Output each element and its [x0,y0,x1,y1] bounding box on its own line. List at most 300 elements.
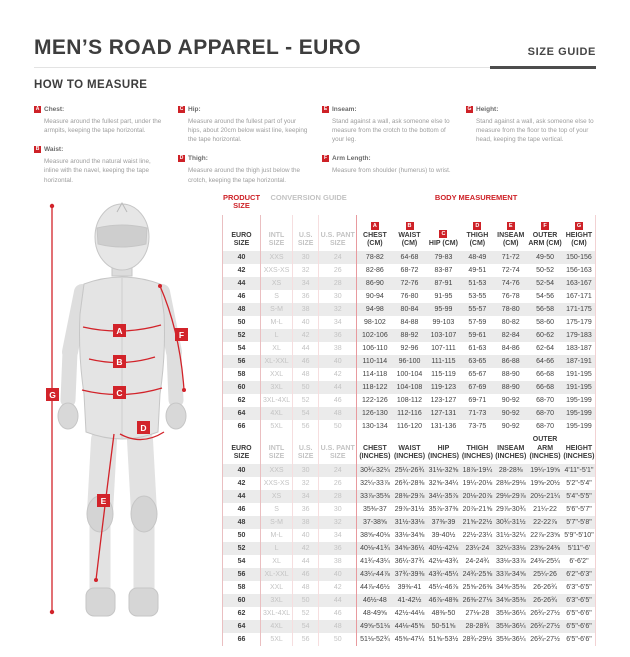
height-cell: 163-167 [563,277,596,290]
us-size-cell: 44 [293,342,319,355]
us-pant-size-cell: 42 [319,581,357,594]
table-row [223,620,596,633]
measure-letter-badge: D [473,222,481,230]
chest-cell: 86-90 [357,277,393,290]
right-forearm [174,352,176,400]
euro-size-column-header [223,433,261,464]
hip-cell: 127-131 [426,407,460,420]
inseam-cell: 28⅜-29⅛ [495,479,526,487]
chest-cell: 110-114 [357,355,393,368]
hip-cell: 79-83 [426,251,460,264]
thigh-cell: 24¾-25⅝ [460,568,494,581]
intl-size-column-header [261,433,293,464]
measure-description: Measure around the natural waist line, inline with the navel, keeping the tape horizontal. [44,158,151,184]
us-pant-size-cell: 36 [319,329,357,342]
product-size-group-header: PRODUCT SIZE [222,192,261,211]
table-row [223,542,596,555]
inseam-cell: 76-78 [501,292,520,300]
height-cell: 150-156 [563,251,596,264]
measure-letter-badge: F [541,222,549,230]
thigh-cell: 28-28¾ [460,620,494,633]
inseam-cell: 88-90 [494,381,527,394]
chest-cell: 118-122 [357,381,393,394]
waist-cell: 42½-44⅛ [394,609,425,617]
waist-cell: 72-76 [393,277,427,290]
inseam-cell: 82-84 [494,329,527,342]
height-cell: 195-199 [563,407,596,420]
inseam-cell: 29⅞-30¾ [495,505,526,513]
waist-cell: 68-72 [400,266,419,274]
waist-cell: 84-88 [400,318,419,326]
hip-cell: 46⅞-48⅜ [426,594,460,607]
rider-figure-illustration [34,192,204,652]
chest-cell: 41¾-43¼ [360,557,390,565]
chest-cell: 37-38⅝ [357,516,393,529]
inseam-column-header [494,433,527,464]
us-pant-size-cell: 40 [319,568,357,581]
hip-cell: 83-87 [434,266,453,274]
euro-size-cell: 62 [223,607,261,620]
measure-instruction [34,138,164,184]
measure-description: Stand against a wall, ask someone else to measure from the crotch to the bottom of your leg. [332,118,450,144]
measurement-figure [34,192,210,657]
table-row [223,594,596,607]
euro-size-cell: 52 [223,542,261,555]
arm-end-dot [182,388,186,392]
arm-start-dot [158,284,162,288]
size-guide-label: SIZE GUIDE [527,46,596,58]
column-header-label: OUTER ARM (CM) [528,231,562,247]
us-pant-size-cell: 44 [319,381,357,394]
table-row [223,477,596,490]
us-pant-size-cell: 30 [319,503,357,516]
height-cell: 6'5"-6'6" [563,633,596,646]
column-header-label: HIP (CM) [428,239,458,247]
height-column-header [563,215,596,251]
us-size-cell: 52 [293,394,319,407]
thigh-cell: 59-61 [460,329,494,342]
us-pant-size-column-header [319,433,357,464]
euro-size-cell: 64 [223,620,261,633]
hip-cell: 32⅝-34¼ [428,479,459,487]
waist-cell: 33⅛-34⅝ [394,531,425,539]
chest-cell: 44⅞-46½ [360,583,390,591]
us-size-cell: 44 [293,555,319,568]
us-size-cell: 30 [293,464,319,477]
hip-column-header [426,215,460,251]
thigh-column-header [460,215,494,251]
us-pant-size-cell: 34 [319,316,357,329]
chest-cell: 33⅞-35⅜ [357,490,393,503]
outer-arm-cell: 50-52 [536,266,554,274]
outer-arm-cell: 26-26¾ [527,594,563,607]
chest-cell: 98-102 [363,318,386,326]
us-pant-size-cell: 38 [319,342,357,355]
euro-size-cell: 66 [223,420,261,433]
chest-cell: 35⅜-37 [363,505,387,513]
outer-arm-cell: 62-64 [536,344,554,352]
thigh-cell: 65-67 [468,370,487,378]
column-header-label: INTL SIZE [268,231,285,247]
us-size-cell: 32 [293,264,319,277]
thigh-cell: 48-49 [460,251,494,264]
thigh-cell: 63-65 [460,355,494,368]
hip-cell: 50-51⅝ [426,620,460,633]
measure-letter-badge: B [35,146,40,153]
inseam-cell: 31½-32¼ [495,531,526,539]
inseam-cell: 35⅜-36¼ [494,620,527,633]
chest-cell: 48-49⅝ [363,609,387,617]
hip-cell: 40½-42⅛ [426,542,460,555]
intl-size-cell: XXS-XS [261,477,293,490]
table-row [223,264,596,277]
intl-size-cell: 3XL-4XL [261,394,293,407]
inseam-cell: 35⅜-36¼ [495,609,526,617]
thigh-cell: 67-69 [460,381,494,394]
badge-e-letter: E [100,495,107,506]
chest-cell: 38⅝-40⅛ [360,531,390,539]
outer-arm-column-header [527,215,563,251]
measure-instruction [466,98,596,144]
height-cell: 191-195 [563,381,596,394]
us-size-cell: 54 [293,407,319,420]
waist-cell: 37¾-39⅜ [393,568,427,581]
intl-size-cell: XXS-XS [261,264,293,277]
outer-arm-cell: 54-56 [536,292,554,300]
waist-cell: 116-120 [396,422,423,430]
height-cell: 179-183 [563,329,596,342]
euro-size-cell: 44 [223,490,261,503]
us-pant-size-cell: 48 [319,620,357,633]
badge-c-letter: C [116,387,123,398]
column-header-label: U.S. PANT SIZE [320,444,355,460]
intl-size-cell: L [261,542,293,555]
thigh-cell: 53-55 [468,292,487,300]
us-pant-size-cell: 26 [319,264,357,277]
chest-column-header [357,433,393,464]
intl-size-column-header [261,215,293,251]
table-row [223,394,596,407]
inseam-column-header [494,215,527,251]
chest-cell: 94-98 [357,303,393,316]
column-header-label: INSEAM (INCHES) [495,444,527,460]
table-row [223,329,596,342]
measure-name: Arm Length: [332,155,371,163]
table-row [223,290,596,303]
table-row [223,251,596,264]
us-pant-size-cell: 24 [319,464,357,477]
euro-size-cell: 54 [223,342,261,355]
measure-instruction [178,98,308,144]
euro-size-cell: 60 [223,594,261,607]
hip-cell: 34¼-35⅞ [426,490,460,503]
intl-size-cell: L [261,329,293,342]
page-header [34,36,596,60]
euro-size-cell: 50 [223,529,261,542]
how-to-column [322,98,452,188]
waist-cell: 112-116 [393,407,427,420]
height-column-header [563,433,596,464]
outer-arm-cell: 19¼-19⅝ [527,464,563,477]
inseam-cell: 80-82 [501,318,520,326]
table-row [223,355,596,368]
measure-description: Stand against a wall, ask someone else to measure from the floor to the top of your head, keeping the tape vertical. [476,118,594,144]
height-cell: 6'3"-6'5" [563,581,596,594]
measure-letter-badge: G [467,106,472,112]
thigh-cell: 51-53 [460,277,494,290]
waist-cell: 28⅜-29⅞ [393,490,427,503]
intl-size-cell: XS [261,277,293,290]
us-pant-size-cell: 28 [319,490,357,503]
badge-b-letter: B [116,356,123,367]
outer-arm-cell: 19⅝-20½ [530,479,560,487]
column-header-label: U.S. SIZE [297,444,314,460]
measure-name: Hip: [188,106,201,113]
outer-arm-cell: 22⅞-23⅝ [530,531,560,539]
euro-size-cell: 56 [223,568,261,581]
thigh-cell: 25⅝-26⅜ [462,583,493,591]
table-row [223,464,596,477]
table-row [223,516,596,529]
waist-cell: 76-80 [400,292,419,300]
us-pant-size-cell: 24 [319,251,357,264]
inseam-cell: 34⅝-35⅜ [495,583,526,591]
column-header-label: EURO SIZE [231,231,252,247]
chest-cell: 43¼-44⅞ [357,568,393,581]
left-boot [86,588,115,616]
column-header-label: HEIGHT (INCHES) [563,444,595,460]
waist-cell: 31½-33⅛ [393,516,427,529]
euro-size-cell: 46 [223,290,261,303]
hip-cell: 42⅛-43¾ [428,557,459,565]
hip-cell: 48⅜-50 [431,609,456,617]
inseam-cell: 35⅜-36¼ [495,635,526,643]
inseam-cell: 86-88 [494,355,527,368]
waist-cell: 64-68 [393,251,427,264]
measure-name: Height: [476,106,499,113]
table-row [223,381,596,394]
thigh-cell: 27⅛-28 [465,609,490,617]
intl-size-cell: XS [261,490,293,503]
us-size-cell: 52 [293,607,319,620]
main-content [34,192,596,657]
thigh-cell: 19¼-20⅛ [462,479,493,487]
column-header-label: CHEST (INCHES) [359,444,391,460]
chest-cell: 130-134 [362,422,388,430]
euro-size-cell: 46 [223,503,261,516]
us-size-cell: 46 [293,355,319,368]
how-to-column [466,98,596,188]
measure-letter-badge: B [406,222,414,230]
height-cell: 5'9"-5'10" [563,529,596,542]
chest-column-header [357,215,393,251]
us-size-cell: 38 [293,516,319,529]
height-line-bottom-dot [50,609,54,613]
us-pant-size-cell: 36 [319,542,357,555]
outer-arm-cell: 52-54 [527,277,563,290]
badge-g-letter: G [49,389,56,400]
thigh-cell: 23¼-24 [460,542,494,555]
waist-cell: 104-108 [393,381,427,394]
measure-description: Measure from shoulder (humerus) to wrist. [332,167,451,175]
us-size-cell: 38 [293,303,319,316]
us-size-cell: 48 [293,368,319,381]
us-size-cell: 48 [293,581,319,594]
height-cell: 6'-6'2" [563,555,596,568]
waist-cell: 41-42½ [393,594,427,607]
chest-cell: 126-130 [357,407,393,420]
thigh-cell: 28¾-29½ [462,635,493,643]
height-cell: 6'5"-6'6" [563,620,596,633]
euro-size-column-header [223,215,261,251]
hip-cell: 115-119 [431,370,456,378]
us-pant-size-cell: 32 [319,303,357,316]
intl-size-cell: XXL [261,368,293,381]
us-pant-size-cell: 46 [319,394,357,407]
left-forearm [68,352,70,400]
column-header-label: CHEST (CM) [363,231,387,247]
measure-letter-badge: A [35,106,40,112]
waist-cell: 34⅝-36¼ [393,542,427,555]
outer-arm-cell: 68-70 [527,407,563,420]
euro-size-cell: 56 [223,355,261,368]
inseam-cell: 33⅛-33⅞ [495,557,526,565]
measure-letter-badge: F [323,155,328,162]
column-header-label: INSEAM (CM) [497,231,525,247]
intl-size-cell: XL-XXL [261,355,293,368]
thigh-cell: 57-59 [468,318,487,326]
intl-size-cell: 5XL [261,420,293,433]
us-size-cell: 56 [293,633,319,646]
inseam-cell: 84-86 [501,344,520,352]
measure-letter-badge: E [507,222,515,230]
table-row [223,555,596,568]
column-header-label: HEIGHT (CM) [565,231,593,247]
table-row [223,581,596,594]
height-cell: 167-171 [563,290,596,303]
outer-arm-cell: 26¾-27½ [530,609,560,617]
euro-size-cell: 48 [223,516,261,529]
thigh-cell: 49-51 [468,266,487,274]
outer-arm-cell: 66-68 [536,370,554,378]
page-title: MEN’S ROAD APPAREL - EURO [34,36,361,59]
thigh-cell: 71-73 [460,407,494,420]
waist-cell: 36¼-37¾ [394,557,425,565]
how-to-columns [34,98,596,188]
outer-arm-cell: 68-70 [536,396,554,404]
euro-size-cell: 54 [223,555,261,568]
measure-name: Inseam: [332,106,357,113]
hip-cell: 107-111 [431,344,456,352]
hip-cell: 131-136 [430,422,457,430]
us-size-cell: 42 [293,542,319,555]
outer-arm-cell: 26¾-27½ [530,635,560,643]
us-size-cell: 34 [293,277,319,290]
intl-size-cell: XXS [261,464,293,477]
measure-name: Waist: [44,146,64,154]
hip-cell: 37⅜-39 [426,516,460,529]
height-cell: 191-195 [563,368,596,381]
column-header-label: U.S. SIZE [297,231,314,247]
inseam-cell: 32¼-33⅛ [494,542,527,555]
thigh-cell: 61-63 [468,344,487,352]
hip-cell: 99-103 [432,318,455,326]
euro-size-cell: 48 [223,303,261,316]
outer-arm-cell: 21¼-22 [533,505,557,513]
us-size-column-header [293,215,319,251]
height-cell: 5'6"-5'7" [563,503,596,516]
hip-column-header [426,433,460,464]
table-row [223,342,596,355]
hip-cell: 119-123 [426,381,460,394]
waist-cell: 96-100 [393,355,427,368]
height-cell: 4'11"-5'1" [563,464,596,477]
height-cell: 183-187 [563,342,596,355]
intl-size-cell: S-M [261,303,293,316]
intl-size-cell: XL-XXL [261,568,293,581]
intl-size-cell: 4XL [261,407,293,420]
hip-cell: 39-40½ [431,531,456,539]
table-row [223,316,596,329]
chest-cell: 32¼-33⅞ [360,479,390,487]
outer-arm-cell: 22-22⅞ [527,516,563,529]
intl-size-cell: 3XL [261,594,293,607]
thigh-cell: 22½-23¼ [462,531,493,539]
column-header-label: EURO SIZE [231,444,252,460]
us-size-cell: 46 [293,568,319,581]
us-pant-size-cell: 32 [319,516,357,529]
waist-column-header [393,215,427,251]
measure-letter-badge: D [179,155,184,162]
thigh-cell: 20⅞-21⅝ [462,505,493,513]
euro-size-cell: 40 [223,251,261,264]
us-size-cell: 42 [293,329,319,342]
height-cell: 175-179 [563,316,596,329]
waist-cell: 45⅝-47¼ [394,635,425,643]
us-size-cell: 40 [293,529,319,542]
hip-cell: 43¾-45¼ [426,568,460,581]
us-size-cell: 54 [293,620,319,633]
height-cell: 171-175 [563,303,596,316]
us-pant-size-cell: 50 [319,633,357,646]
thigh-cell: 21⅝-22½ [460,516,494,529]
outer-arm-cell: 26¾-27½ [527,620,563,633]
inseam-cell: 28-28⅜ [494,464,527,477]
waist-cell: 26¾-28⅜ [394,479,425,487]
us-pant-size-cell: 30 [319,290,357,303]
column-header-label: OUTER ARM (INCHES) [529,436,561,460]
intl-size-cell: 3XL-4XL [261,607,293,620]
column-header-label: THIGH (CM) [466,231,489,247]
height-cell: 156-163 [563,264,596,277]
thigh-cell: 69-71 [468,396,487,404]
size-tables [222,192,596,657]
us-pant-size-cell: 44 [319,594,357,607]
us-size-cell: 56 [293,420,319,433]
column-header-label: THIGH (INCHES) [461,444,493,460]
chest-cell: 51⅛-52¾ [360,635,390,643]
height-cell: 5'4"-5'5" [563,490,596,503]
size-table [222,192,596,646]
table-row [223,568,596,581]
thigh-cell: 24-24¾ [465,557,490,565]
height-cell: 6'5"-6'6" [563,607,596,620]
measure-description: Measure around the fullest part, under the armpits, keeping the tape horizontal. [44,118,162,135]
outer-arm-cell: 24⅜-25¼ [530,557,560,565]
measure-letter-badge: G [576,222,582,229]
us-size-cell: 40 [293,316,319,329]
outer-arm-cell: 56-58 [527,303,563,316]
